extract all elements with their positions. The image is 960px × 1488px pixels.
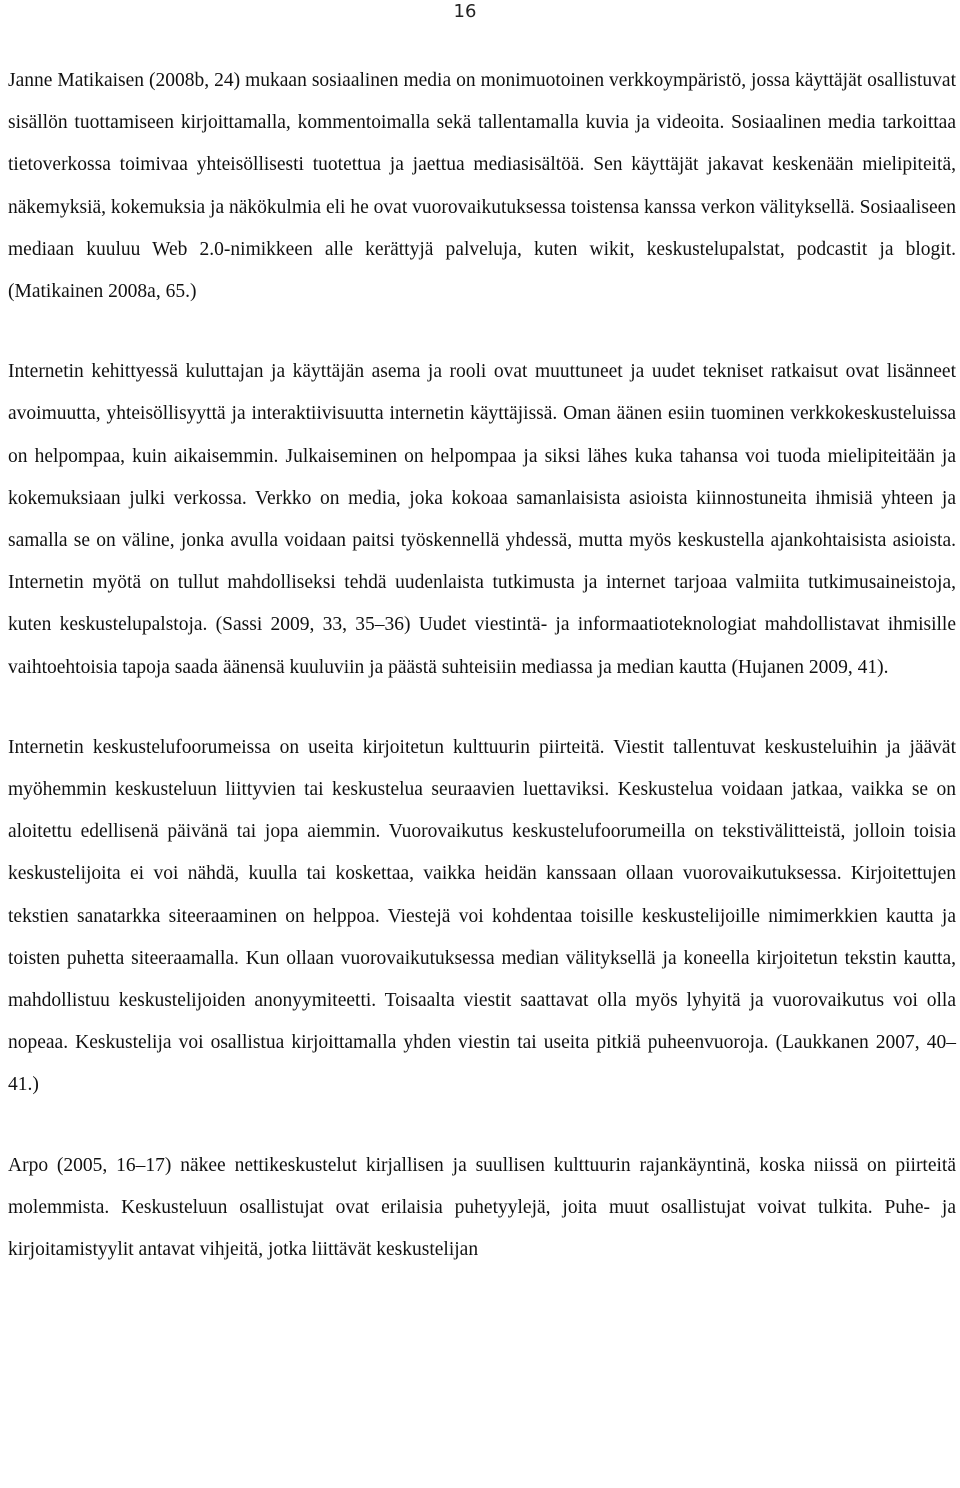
paragraph-internet-development: Internetin kehittyessä kuluttajan ja käyttäjän asema ja rooli ovat muuttuneet ja uudet tekniset ratkaisut ovat lisänneet avoimuutta, yhteisöllisyyttä ja interaktiivisuutta internetin käyttäjissä. Oman äänen esiin tuominen verkkokeskusteluissa on helpompaa, kuin aikaisemmin. Julkaiseminen on helpompaa ja siksi lähes kuka tahansa voi tuoda mielipiteitään ja kokemuksiaan julki verkossa. Verkko on media, joka kokoaa samanlaisista asioista kiinnostuneita ihmisiä yhteen ja samalla se on väline, jonka avulla voidaan paitsi työskennellä yhdessä, mutta myös keskustella ajankohtaisista asioista. Internetin myötä on tullut mahdolliseksi tehdä uudenlaista tutkimusta ja internet tarjoaa valmiita tutkimusaineistoja, kuten keskustelupalstoja. (Sassi 2009, 33, 35–36) Uudet viestintä- ja informaatioteknologiat mahdollistavat ihmisille vaihtoehtoisia tapoja saada äänensä kuuluviin ja päästä suhteisiin mediassa ja median kautta (Hujanen 2009, 41). xyxy=(8,361,956,678)
paragraph-discussion-forums: Internetin keskustelufoorumeissa on useita kirjoitetun kulttuurin piirteitä. Viestit tallentuvat keskusteluihin ja jäävät myöhemmin keskusteluun liittyvien tai keskustelua seuraavien luettaviksi. Keskustelua voidaan jatkaa, vaikka se on aloitettu edellisenä päivänä tai jopa aiemmin. Vuorovaikutus keskustelufoorumeilla on tekstivälitteistä, jolloin toisia keskustelijoita ei voi nähdä, kuulla tai koskettaa, vaikka heidän kanssaan ollaan vuorovaikutuksessa. Kirjoitettujen tekstien sanatarkka siteeraaminen on helppoa. Viestejä voi kohdentaa toisille keskustelijoille nimimerkkien kautta ja toisten puhetta siteeraamalla. Kun ollaan vuorovaikutuksessa median välityksellä ja koneella kirjoitetun tekstin kautta, mahdollistuu keskustelijoiden anonyymiteetti. Toisaalta viestit saattavat olla myös lyhyitä ja vuorovaikutus voi olla nopeaa. Keskustelija voi osallistua kirjoittamalla yhden viestin tai useita pitkiä puheenvuoroja. (Laukkanen 2007, 40–41.) xyxy=(8,736,956,1096)
document-body xyxy=(8,60,956,1271)
page-number: 16 xyxy=(453,1,477,22)
paragraph-arpo-online-discussions: Arpo (2005, 16–17) näkee nettikeskustelut kirjallisen ja suullisen kulttuurin rajankäyntinä, koska niissä on piirteitä molemmista. Keskusteluun osallistujat ovat erilaisia puhetyylejä, joita muut osallistujat voivat tulkita. Puhe- ja kirjoitamistyylit antavat vihjeitä, jotka liittävät keskustelijan xyxy=(8,1154,956,1261)
paragraph-social-media-definition: Janne Matikaisen (2008b, 24) mukaan sosiaalinen media on monimuotoinen verkkoympäristö, jossa käyttäjät osallistuvat sisällön tuottamiseen kirjoittamalla, kommentoimalla sekä tallentamalla kuvia ja videoita. Sosiaalinen media tarkoittaa tietoverkossa toimivaa yhteisöllisesti tuotettua ja jaettua mediasisältöä. Sen käyttäjät jakavat keskenään mielipiteitä, näkemyksiä, kokemuksia ja näkökulmia eli he ovat vuorovaikutuksessa toistensa kanssa verkon välityksellä. Sosiaaliseen mediaan kuuluu Web 2.0-nimikkeen alle kerättyjä palveluja, kuten wikit, keskustelupalstat, podcastit ja blogit. (Matikainen 2008a, 65.) xyxy=(8,70,956,303)
